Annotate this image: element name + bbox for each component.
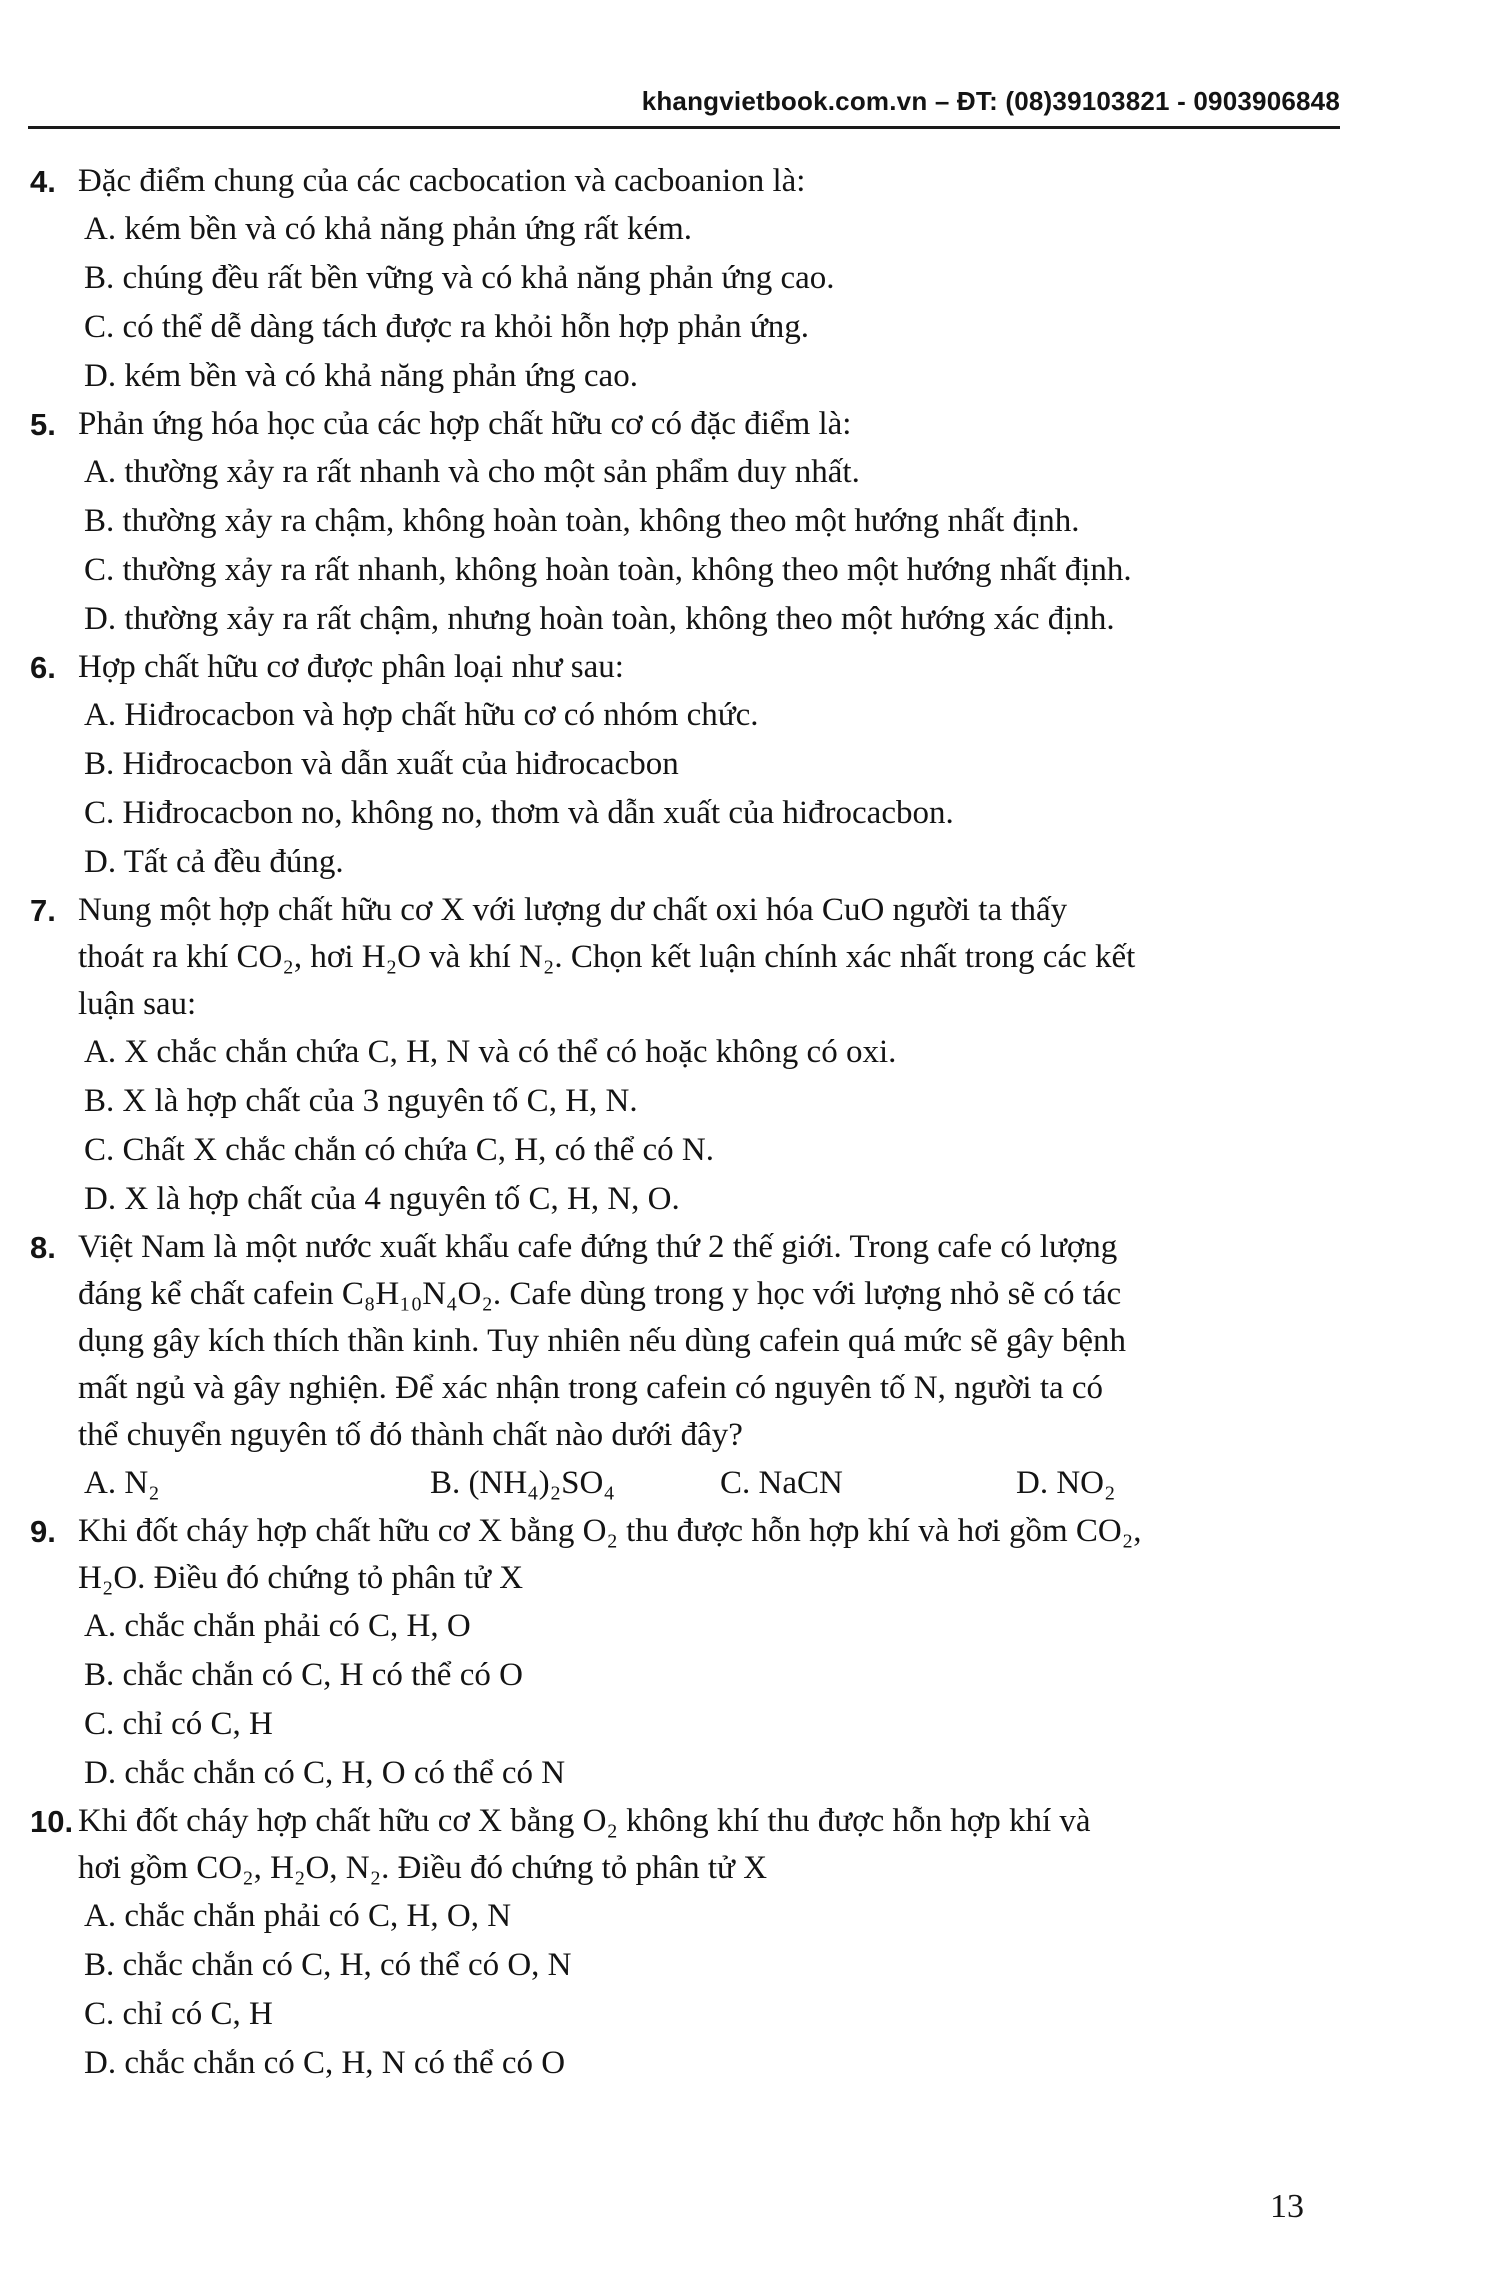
- option-d: D. chắc chắn có C, H, O có thể có N: [84, 1755, 566, 1791]
- question-stem-line: thể chuyển nguyên tố đó thành chất nào dưới đây?: [78, 1417, 743, 1453]
- question-8: [30, 1224, 1330, 1508]
- question-stem: Hợp chất hữu cơ được phân loại như sau:: [78, 649, 624, 685]
- option-d: D. NO₂: [1016, 1465, 1116, 1501]
- question-number: 9.: [30, 1514, 56, 1549]
- option-a: A. N₂: [84, 1465, 160, 1501]
- option-d: D. thường xảy ra rất chậm, nhưng hoàn toàn, không theo một hướng xác định.: [84, 601, 1115, 637]
- option-b: B. chắc chắn có C, H có thể có O: [84, 1657, 523, 1693]
- question-9: [30, 1508, 1330, 1798]
- option-d: D. Tất cả đều đúng.: [84, 844, 344, 880]
- question-number: 10.: [30, 1804, 74, 1839]
- option-b: B. Hiđrocacbon và dẫn xuất của hiđrocacbon: [84, 746, 679, 782]
- option-c: C. Chất X chắc chắn có chứa C, H, có thể có N.: [84, 1132, 715, 1168]
- option-b: B. chắc chắn có C, H, có thể có O, N: [84, 1947, 572, 1983]
- option-row: [30, 1459, 1330, 1508]
- question-stem-line: Khi đốt cháy hợp chất hữu cơ X bằng O₂ không khí thu được hỗn hợp khí và: [78, 1803, 1091, 1839]
- question-stem-line: Khi đốt cháy hợp chất hữu cơ X bằng O₂ thu được hỗn hợp khí và hơi gồm CO₂,: [78, 1513, 1142, 1549]
- question-list: [30, 158, 1330, 2088]
- option-a: A. thường xảy ra rất nhanh và cho một sản phẩm duy nhất.: [84, 454, 860, 490]
- question-stem-line: thoát ra khí CO₂, hơi H₂O và khí N₂. Chọn kết luận chính xác nhất trong các kết: [78, 939, 1136, 975]
- question-number: 6.: [30, 650, 56, 685]
- option-a: A. Hiđrocacbon và hợp chất hữu cơ có nhóm chức.: [84, 697, 759, 733]
- question-stem: Đặc điểm chung của các cacbocation và cacboanion là:: [78, 163, 806, 199]
- question-7: [30, 887, 1330, 1224]
- option-c: C. chỉ có C, H: [84, 1706, 273, 1742]
- option-c: C. có thể dễ dàng tách được ra khỏi hỗn hợp phản ứng.: [84, 309, 810, 345]
- question-stem-line: hơi gồm CO₂, H₂O, N₂. Điều đó chứng tỏ phân tử X: [78, 1850, 768, 1886]
- question-stem-line: H₂O. Điều đó chứng tỏ phân tử X: [78, 1560, 524, 1596]
- option-a: A. chắc chắn phải có C, H, O: [84, 1608, 471, 1644]
- option-b: B. (NH₄)₂SO₄: [430, 1465, 615, 1501]
- page-header: [28, 80, 1340, 129]
- option-d: D. kém bền và có khả năng phản ứng cao.: [84, 358, 638, 394]
- option-a: A. chắc chắn phải có C, H, O, N: [84, 1898, 512, 1934]
- option-d: D. X là hợp chất của 4 nguyên tố C, H, N, O.: [84, 1181, 680, 1217]
- option-c: C. chỉ có C, H: [84, 1996, 273, 2032]
- question-5: [30, 401, 1330, 644]
- page-number: 13: [1270, 2188, 1304, 2225]
- question-4: [30, 158, 1330, 401]
- option-a: A. kém bền và có khả năng phản ứng rất kém.: [84, 211, 693, 247]
- option-c: C. NaCN: [720, 1465, 843, 1501]
- question-number: 8.: [30, 1230, 56, 1265]
- question-stem-line: đáng kể chất cafein C₈H₁₀N₄O₂. Cafe dùng trong y học với lượng nhỏ sẽ có tác: [78, 1276, 1122, 1312]
- question-stem-line: Nung một hợp chất hữu cơ X với lượng dư chất oxi hóa CuO người ta thấy: [78, 892, 1068, 928]
- header-contact-text: khangvietbook.com.vn – ĐT: (08)39103821 - 0903906848: [641, 86, 1340, 116]
- question-stem-line: Việt Nam là một nước xuất khẩu cafe đứng thứ 2 thế giới. Trong cafe có lượng: [78, 1229, 1118, 1265]
- question-number: 5.: [30, 407, 56, 442]
- option-d: D. chắc chắn có C, H, N có thể có O: [84, 2045, 566, 2081]
- question-10: [30, 1798, 1330, 2088]
- question-stem-line: luận sau:: [78, 986, 197, 1022]
- question-number: 4.: [30, 164, 56, 199]
- option-b: B. thường xảy ra chậm, không hoàn toàn, không theo một hướng nhất định.: [84, 503, 1080, 539]
- option-c: C. Hiđrocacbon no, không no, thơm và dẫn xuất của hiđrocacbon.: [84, 795, 954, 831]
- question-stem-line: mất ngủ và gây nghiện. Để xác nhận trong cafein có nguyên tố N, người ta có: [78, 1370, 1104, 1406]
- question-number: 7.: [30, 893, 56, 928]
- option-b: B. X là hợp chất của 3 nguyên tố C, H, N.: [84, 1083, 638, 1119]
- question-stem: Phản ứng hóa học của các hợp chất hữu cơ có đặc điểm là:: [78, 406, 852, 442]
- option-b: B. chúng đều rất bền vững và có khả năng phản ứng cao.: [84, 260, 835, 296]
- option-a: A. X chắc chắn chứa C, H, N và có thể có hoặc không có oxi.: [84, 1034, 897, 1070]
- option-c: C. thường xảy ra rất nhanh, không hoàn toàn, không theo một hướng nhất định.: [84, 552, 1132, 588]
- question-stem-line: dụng gây kích thích thần kinh. Tuy nhiên nếu dùng cafein quá mức sẽ gây bệnh: [78, 1323, 1127, 1359]
- question-6: [30, 644, 1330, 887]
